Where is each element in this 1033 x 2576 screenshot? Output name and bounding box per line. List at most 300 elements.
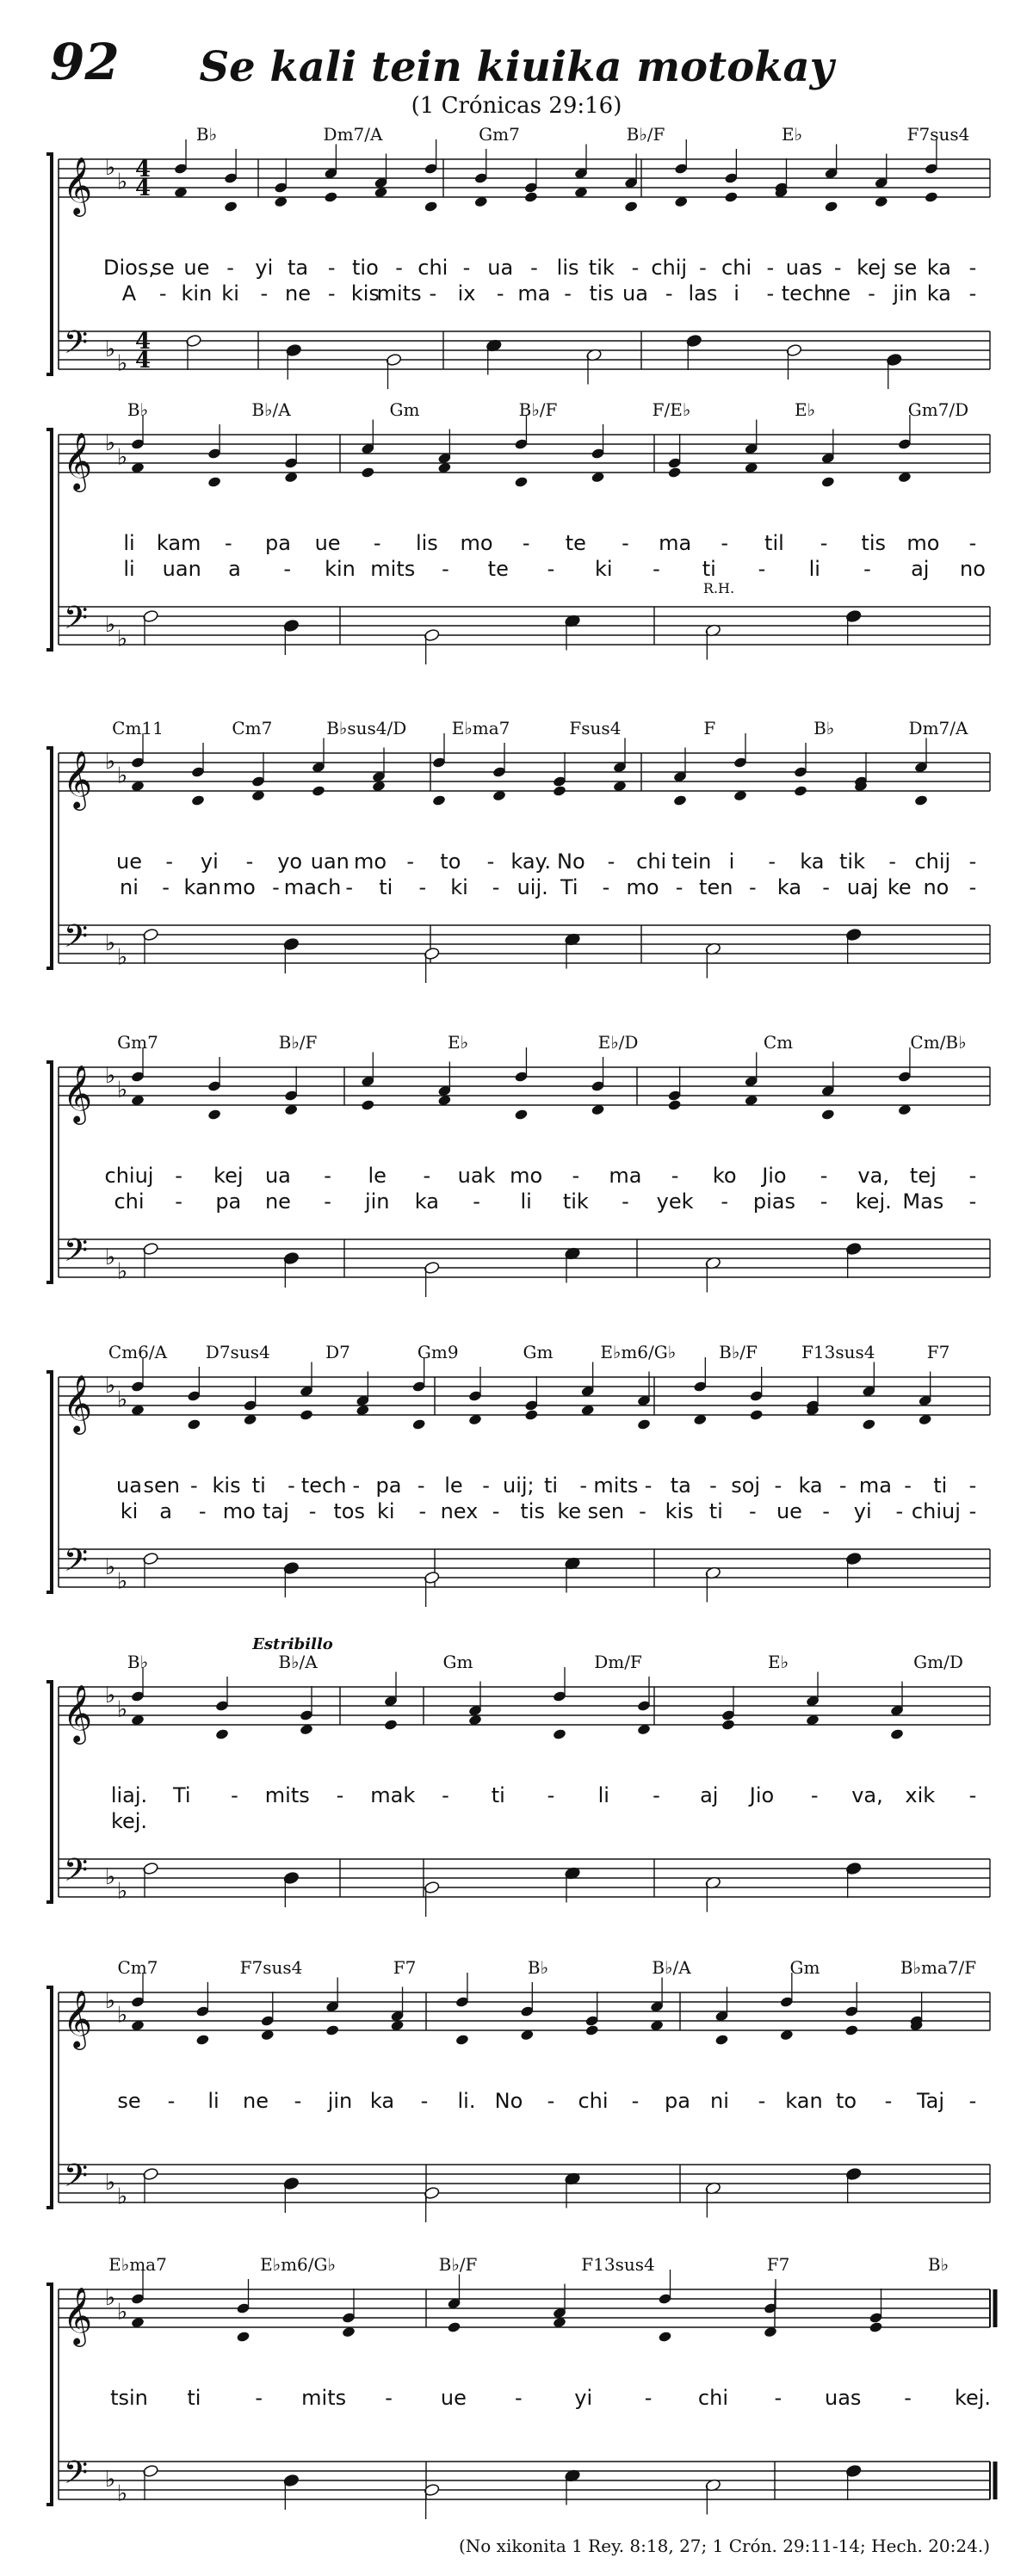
chord-symbol: E♭m6/G♭ (260, 2254, 336, 2275)
lyric-verse-1: kam (156, 531, 201, 555)
lyric-verse-1: ti (491, 1783, 505, 1807)
chord-symbol: B♭ (927, 2254, 949, 2275)
lyric-verse-2: ne (825, 281, 851, 306)
chord-symbol: B♭ (195, 124, 218, 145)
lyric-verse-1: - (820, 1164, 828, 1188)
lyric-verse-1: uij; (502, 1473, 535, 1498)
lyric-verse-1: - (420, 2089, 429, 2113)
lyric-verse-1: - (968, 849, 977, 874)
lyric-verse-2: - (327, 281, 336, 306)
lyric-verse-2: - (863, 557, 871, 581)
note-head (300, 1409, 314, 1421)
lyric-verse-1: - (514, 2386, 523, 2410)
lyric-verse-2: mo (222, 875, 256, 899)
treble-clef-icon: 𝄞 (62, 1374, 93, 1432)
chord-symbol: Gm (789, 1957, 820, 1978)
lyric-verse-1: mits (264, 1783, 310, 1807)
lyric-verse-2: - (442, 557, 449, 581)
key-flat-icon: ♭ (116, 1077, 128, 1103)
note-head (514, 476, 529, 488)
section-label-estribillo: Estribillo (252, 1635, 333, 1653)
lyric-verse-2: - (749, 1499, 757, 1523)
lyric-verse-2: - (665, 281, 673, 306)
lyric-verse-2: - (758, 557, 766, 581)
lyric-verse-2: - (308, 1499, 317, 1523)
lyric-verse-2: chiuj (911, 1499, 961, 1523)
lyric-verse-1: - (579, 1473, 588, 1498)
bass-clef-icon: 𝄢 (63, 1852, 89, 1896)
lyric-verse-1: - (327, 256, 336, 280)
lyric-verse-2: uan (162, 557, 201, 581)
chord-symbol: Gm7 (479, 124, 520, 145)
lyric-verse-2: ne (285, 281, 311, 306)
lyric-verse-2: - (968, 1499, 977, 1523)
lyric-verse-1: - (631, 256, 640, 280)
lyric-verse-1: Ti (172, 1783, 191, 1807)
lyric-verse-2: mits (376, 281, 422, 306)
lyric-verse-1: le (444, 1473, 463, 1498)
lyric-verse-2: - (547, 557, 555, 581)
key-flat-icon: ♭ (116, 1258, 128, 1285)
lyric-verse-1: chij (651, 256, 688, 280)
lyric-verse-1: ka (369, 2089, 395, 2113)
treble-clef-icon: 𝄞 (62, 1989, 93, 2048)
note-head (215, 1728, 230, 1740)
note-head (514, 1109, 529, 1121)
lyric-verse-1: ta (287, 256, 309, 280)
lyric-verse-1: chi (636, 849, 667, 874)
lyric-verse-1: - (968, 1164, 977, 1188)
lyric-verse-1: mo (510, 1164, 543, 1188)
note-head (821, 1109, 836, 1121)
lyric-verse-1: - (820, 531, 828, 555)
key-flat-icon: ♭ (104, 1373, 116, 1399)
chord-symbol: B♭ (527, 1957, 549, 1978)
lyric-verse-1: ka (926, 256, 951, 280)
key-flat-icon: ♭ (116, 944, 128, 971)
lyric-verse-2: kej. (855, 1189, 892, 1214)
chord-symbol: B♭sus4/D (326, 718, 407, 738)
note-head (658, 2331, 672, 2343)
lyric-verse-2: mo (222, 1499, 256, 1523)
lyric-verse-2: - (324, 1189, 331, 1214)
lyric-verse-1: - (406, 849, 415, 874)
chord-symbol: Gm7 (117, 1032, 158, 1053)
lyric-verse-1: - (482, 1473, 490, 1498)
key-flat-icon: ♭ (104, 1554, 116, 1580)
lyric-verse-1: ua (264, 1164, 291, 1188)
chord-symbol: F13sus4 (801, 1342, 875, 1362)
chord-symbol: Dm7/A (323, 124, 383, 145)
lyric-verse-2: sen (587, 1499, 625, 1523)
note-head (236, 2331, 251, 2343)
lyric-verse-1: - (968, 256, 977, 280)
note-head (724, 191, 739, 203)
time-signature-treble: 4 (134, 157, 152, 182)
chord-symbol: Cm/B♭ (910, 1032, 967, 1053)
lyric-verse-2: - (749, 875, 757, 899)
lyric-verse-2: - (968, 281, 977, 306)
lyric-verse-1: kan (785, 2089, 823, 2113)
system-bracket (46, 429, 52, 650)
lyric-verse-1: tein (671, 849, 712, 874)
lyric-verse-1: - (224, 531, 232, 555)
lyric-verse-2: ki (221, 281, 239, 306)
lyric-verse-2: - (492, 1499, 500, 1523)
key-flat-icon: ♭ (116, 444, 128, 471)
lyric-verse-1: ka (800, 849, 825, 874)
lyric-verse-1: yi (574, 2386, 593, 2410)
chord-symbol: B♭/F (626, 124, 665, 145)
lyric-verse-2: ni (120, 875, 139, 899)
lyric-verse-1: ka (798, 1473, 823, 1498)
lyric-verse-1: - (190, 1473, 198, 1498)
lyric-verse-1: - (833, 256, 842, 280)
lyric-verse-2: tos (333, 1499, 365, 1523)
lyric-verse-2: uaj (846, 875, 879, 899)
lyric-verse-1: - (884, 2089, 893, 2113)
key-flat-icon: ♭ (116, 2184, 128, 2210)
lyric-verse-1: pa (375, 1473, 402, 1498)
lyric-verse-2: A (121, 281, 137, 306)
lyric-verse-1: - (622, 531, 629, 555)
lyric-verse-2: las (688, 281, 718, 306)
chord-symbol: D7 (325, 1342, 350, 1362)
note-head (207, 476, 222, 488)
lyric-verse-1: - (522, 531, 530, 555)
note-head (411, 1418, 426, 1430)
lyric-verse-1: soj (731, 1473, 761, 1498)
lyric-verse-2: ki (120, 1499, 139, 1523)
lyric-verse-2: tis (520, 1499, 545, 1523)
note-head (195, 2034, 210, 2046)
bass-clef-icon: 𝄢 (63, 600, 89, 644)
lyric-verse-1: tik (588, 256, 615, 280)
chord-symbol: Cm7 (117, 1957, 158, 1978)
chord-symbol: F7 (926, 1342, 950, 1362)
lyric-verse-2: - (622, 1189, 629, 1214)
key-flat-icon: ♭ (116, 626, 128, 652)
lyric-verse-1: - (904, 1473, 912, 1498)
bass-clef-icon: 𝄢 (63, 324, 89, 368)
lyric-verse-1: - (226, 256, 234, 280)
lyric-verse-2: - (564, 281, 572, 306)
note-head (624, 201, 639, 213)
lyric-verse-1: lis (415, 531, 438, 555)
treble-clef-icon: 𝄞 (62, 2286, 93, 2344)
lyric-verse-1: ma (659, 531, 692, 555)
lyric-verse-1: tis (861, 531, 887, 555)
lyric-verse-1: - (547, 2089, 555, 2113)
chord-symbol: F7sus4 (906, 124, 970, 145)
lyric-verse-1: ne (243, 2089, 269, 2113)
lyric-verse-2: ua (622, 281, 648, 306)
lyric-verse-1: - (288, 1473, 295, 1498)
key-flat-icon: ♭ (104, 1864, 116, 1890)
chord-symbol: B♭ (127, 1652, 149, 1672)
hymn-title: Se kali tein kiuika motokay (199, 43, 834, 91)
lyric-verse-2: ka (926, 281, 951, 306)
lyric-verse-1: - (774, 2386, 782, 2410)
lyric-verse-1: - (768, 849, 776, 874)
key-flat-icon: ♭ (104, 337, 116, 362)
lyric-verse-1: chi (697, 2386, 729, 2410)
note-head (325, 2024, 340, 2036)
lyric-verse-2: jin (893, 281, 918, 306)
note-head (844, 2024, 859, 2036)
lyric-verse-2: chi (114, 1189, 145, 1214)
note-head (714, 2034, 729, 2046)
note-head (862, 1418, 876, 1430)
lyric-verse-2: ten (699, 875, 733, 899)
lyric-verse-2: - (473, 1189, 480, 1214)
lyric-verse-1: chiuj (104, 1164, 154, 1188)
lyric-verse-1: tsin (110, 2386, 148, 2410)
lyric-verse-2: ki (450, 875, 468, 899)
lyric-verse-1: ti (251, 1473, 266, 1498)
system-bracket (46, 1682, 52, 1902)
chord-symbol: Gm7/D (907, 399, 969, 420)
right-hand-mark: R.H. (702, 580, 735, 596)
lyric-verse-1: - (167, 2089, 176, 2113)
lyric-verse-2: ka (414, 1189, 439, 1214)
lyric-verse-1: kej (857, 256, 887, 280)
lyric-verse-1: - (395, 256, 403, 280)
system-bracket (46, 1062, 52, 1282)
system-bracket (46, 748, 52, 968)
lyric-verse-2: - (639, 1499, 646, 1523)
lyric-verse-1: - (547, 1783, 555, 1807)
lyric-verse-1: - (721, 531, 729, 555)
note-head (191, 794, 206, 806)
key-flat-icon: ♭ (104, 430, 116, 456)
lyric-verse-1: li (597, 1783, 609, 1807)
note-head (361, 466, 375, 479)
lyric-verse-2: - (496, 281, 504, 306)
system-bracket (46, 2284, 52, 2505)
key-flat-icon: ♭ (116, 763, 128, 789)
lyric-verse-2: Ti (560, 875, 578, 899)
lyric-verse-1: Dios, (103, 256, 155, 280)
lyric-verse-1: - (245, 849, 254, 874)
system-bracket (46, 154, 52, 374)
chord-symbol: E♭ (767, 1652, 789, 1672)
chord-symbol: B♭/A (652, 1957, 691, 1978)
treble-clef-icon: 𝄞 (62, 156, 93, 214)
note-head (524, 191, 539, 203)
note-head (424, 201, 438, 213)
lyric-verse-2: - (968, 1189, 977, 1214)
lyric-verse-1: tik (839, 849, 865, 874)
lyric-verse-1: uak (457, 1164, 496, 1188)
note-head (673, 794, 688, 806)
system-7 (46, 1957, 990, 2222)
lyric-verse-1: - (810, 1783, 819, 1807)
lyric-verse-1: li. (457, 2089, 476, 2113)
lyric-verse-1: - (904, 2386, 912, 2410)
lyric-verse-2: - (968, 875, 977, 899)
lyric-verse-1: til (764, 531, 784, 555)
lyric-verse-2: - (283, 557, 292, 581)
lyric-verse-2: ne (264, 1189, 291, 1214)
time-signature-bass: 4 (134, 348, 152, 374)
lyric-verse-2: - (822, 1499, 830, 1523)
lyric-verse-1: - (530, 256, 538, 280)
lyric-verse-2: pa (215, 1189, 242, 1214)
key-flat-icon: ♭ (104, 749, 116, 775)
note-head (553, 785, 567, 797)
lyric-verse-2: - (868, 281, 875, 306)
treble-clef-icon: 𝄞 (62, 750, 93, 808)
lyric-verse-2: kin (325, 557, 356, 581)
lyric-verse-2: li (808, 557, 820, 581)
lyric-verse-1: Taj (916, 2089, 945, 2113)
chord-symbol: Cm6/A (108, 1342, 168, 1362)
lyric-verse-1: ue (183, 256, 210, 280)
lyric-verse-2: tech (781, 281, 827, 306)
chord-symbol: Cm11 (112, 718, 164, 738)
lyric-verse-1: - (644, 2386, 653, 2410)
note-head (324, 191, 338, 203)
lyric-verse-1: chij (914, 849, 951, 874)
lyric-verse-1: uan (310, 849, 349, 874)
lyric-verse-1: - (631, 2089, 640, 2113)
lyric-verse-2: - (345, 875, 353, 899)
chord-symbol: B♭ma7/F (900, 1957, 977, 1978)
lyric-verse-2: - (162, 875, 170, 899)
note-head (224, 201, 238, 213)
lyric-verse-1: va, (857, 1164, 889, 1188)
lyric-verse-2: mach (283, 875, 342, 899)
lyric-verse-2: yek (656, 1189, 694, 1214)
lyric-verse-1: - (373, 531, 381, 555)
note-head (447, 2321, 461, 2333)
lyric-verse-1: tech (300, 1473, 347, 1498)
key-flat-icon: ♭ (104, 2170, 116, 2196)
lyric-verse-1: yi (200, 849, 219, 874)
bass-clef-icon: 𝄢 (63, 2455, 89, 2499)
lyric-verse-1: sen (143, 1473, 180, 1498)
lyric-verse-2: - (820, 1189, 828, 1214)
lyric-verse-1: - (165, 849, 174, 874)
key-flat-icon: ♭ (104, 1683, 116, 1708)
lyric-verse-2: - (653, 557, 660, 581)
lyric-verse-1: jin (327, 2089, 353, 2113)
hymn-reference: (1 Crónicas 29:16) (411, 93, 622, 119)
lyric-verse-1: - (486, 849, 495, 874)
lyric-verse-2: li (123, 557, 135, 581)
lyric-verse-1: ma (609, 1164, 642, 1188)
lyric-verse-1: kis (212, 1473, 241, 1498)
key-flat-icon: ♭ (116, 350, 128, 377)
key-flat-icon: ♭ (116, 1568, 128, 1595)
key-flat-icon: ♭ (104, 930, 116, 956)
lyric-verse-2: aj (911, 557, 930, 581)
note-head (925, 191, 939, 203)
lyric-verse-1: chi (418, 256, 448, 280)
lyric-verse-2: te (487, 557, 509, 581)
lyric-verse-1: se (151, 256, 175, 280)
chord-symbol: Dm7/A (908, 718, 968, 738)
lyric-verse-1: No (557, 849, 585, 874)
lyric-verse-2: ix (457, 281, 476, 306)
lyric-verse-1: te (565, 531, 586, 555)
lyric-verse-2: - (721, 1189, 729, 1214)
lyric-verse-1: lis (556, 256, 579, 280)
chord-symbol: Gm9 (417, 1342, 459, 1362)
lyric-verse-1: - (671, 1164, 679, 1188)
lyric-verse-2: ma (517, 281, 551, 306)
lyric-verse-1: ma (858, 1473, 892, 1498)
lyric-verse-1: kej (213, 1164, 244, 1188)
lyric-verse-2: i (733, 281, 739, 306)
system-2 (46, 399, 990, 664)
lyric-verse-1: to (440, 849, 461, 874)
lyric-verse-2: ke (557, 1499, 582, 1523)
chord-symbol: B♭/A (278, 1652, 318, 1672)
lyric-verse-2: ke (887, 875, 912, 899)
chord-symbol: Gm (523, 1342, 554, 1362)
chord-symbol: Gm (389, 399, 420, 420)
lyric-verse-2: yi (853, 1499, 872, 1523)
lyric-verse-1: - (766, 256, 775, 280)
chord-symbol: E♭/D (597, 1032, 639, 1053)
lyric-verse-1: ua (116, 1473, 142, 1498)
lyric-verse-1: Jio (762, 1164, 787, 1188)
lyric-verse-2: no (923, 875, 949, 899)
lyric-verse-1: - (423, 1164, 431, 1188)
key-flat-icon: ♭ (116, 1387, 128, 1413)
chord-symbol: Gm/D (913, 1652, 963, 1672)
key-flat-icon: ♭ (104, 612, 116, 638)
lyric-verse-1: - (294, 2089, 302, 2113)
lyric-verse-1: - (774, 1473, 782, 1498)
lyric-verse-1: - (968, 2089, 977, 2113)
lyric-verse-1: mits (301, 2386, 347, 2410)
lyric-verse-1: ue (314, 531, 341, 555)
lyric-verse-1: - (231, 1783, 238, 1807)
lyric-verse-2: ka (776, 875, 802, 899)
lyric-verse-1: ni (710, 2089, 729, 2113)
chord-symbol: E♭m6/G♭ (600, 1342, 677, 1362)
lyric-verse-2: - (492, 875, 500, 899)
bass-clef-icon: 𝄢 (63, 1232, 89, 1276)
lyric-verse-1: mo (353, 849, 387, 874)
lyric-verse-2: - (418, 1499, 427, 1523)
lyric-verse-2: taj (263, 1499, 289, 1523)
chord-symbol: F/E♭ (652, 399, 691, 420)
note-head (553, 1728, 567, 1740)
lyric-verse-1: - (462, 256, 471, 280)
system-bracket (46, 1372, 52, 1592)
lyric-verse-1: No (494, 2089, 523, 2113)
key-flat-icon: ♭ (116, 1878, 128, 1905)
chord-symbol: D7sus4 (205, 1342, 270, 1362)
lyric-verse-1: li (207, 2089, 220, 2113)
note-head (455, 2034, 470, 2046)
lyric-verse-2: - (418, 875, 427, 899)
lyric-verse-1: - (417, 1473, 425, 1498)
key-flat-icon: ♭ (116, 2002, 128, 2029)
note-head (384, 1719, 399, 1731)
lyric-verse-1: uas (785, 256, 823, 280)
lyric-verse-2: kin (181, 281, 213, 306)
note-head (187, 1418, 201, 1430)
lyric-verse-1: - (442, 1783, 449, 1807)
chord-symbol: B♭/F (278, 1032, 318, 1053)
lyric-verse-1: aj (700, 1783, 719, 1807)
lyric-verse-1: yi (255, 256, 274, 280)
